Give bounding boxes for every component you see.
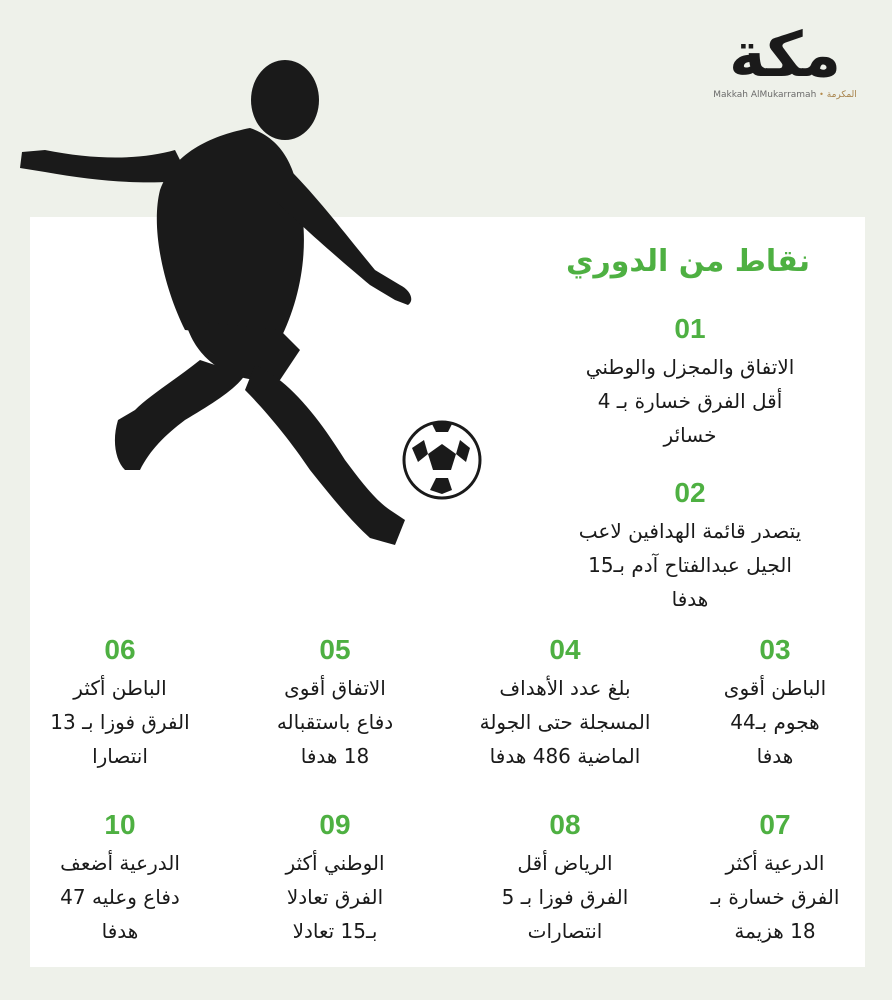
item-text: الرياض أقل الفرق فوزا بـ 5 انتصارات — [501, 851, 629, 943]
football-player-silhouette — [0, 0, 520, 580]
football-icon — [404, 421, 480, 498]
list-item — [35, 633, 205, 773]
item-text: الاتفاق أقوى دفاع باستقباله 18 هدفا — [276, 676, 394, 768]
page-title: نقاط من الدوري — [565, 244, 810, 279]
list-item — [465, 633, 665, 773]
item-text: الدرعية أضعف دفاع وعليه 47 هدفا — [60, 851, 180, 943]
logo-arabic: المكرمة — [826, 90, 857, 100]
logo-latin: Makkah AlMukarramah — [713, 90, 817, 100]
item-text: الباطن أقوى هجوم بـ44 هدفا — [723, 676, 827, 768]
item-number: 07 — [759, 809, 791, 840]
list-item — [540, 476, 840, 616]
item-number: 04 — [549, 634, 581, 665]
item-number: 02 — [674, 477, 706, 508]
makkah-logo — [700, 18, 870, 112]
item-text: بلغ عدد الأهداف المسجلة حتى الجولة الماضية 486 هدفا — [479, 676, 651, 768]
item-text: الاتفاق والمجزل والوطني أقل الفرق خسارة بـ 4 خسائر — [585, 355, 795, 447]
item-number: 08 — [549, 809, 581, 840]
item-number: 05 — [319, 634, 351, 665]
item-text: الدرعية أكثر الفرق خسارة بـ 18 هزيمة — [710, 851, 840, 943]
list-item — [250, 633, 420, 773]
item-text: الوطني أكثر الفرق تعادلا بـ15 تعادلا — [285, 851, 385, 943]
list-item — [555, 312, 825, 452]
item-number: 03 — [759, 634, 791, 665]
logo-mark: مكة — [728, 18, 842, 91]
list-item — [690, 808, 860, 948]
item-number: 10 — [104, 809, 136, 840]
item-number: 09 — [319, 809, 351, 840]
list-item — [250, 808, 420, 948]
list-item — [480, 808, 650, 948]
item-text: الباطن أكثر الفرق فوزا بـ 13 انتصارا — [50, 676, 190, 768]
list-item — [35, 808, 205, 948]
logo-subtitle: Makkah AlMukarramah • المكرمة — [713, 90, 857, 100]
list-item — [690, 633, 860, 773]
item-number: 06 — [104, 634, 136, 665]
item-text: يتصدر قائمة الهدافين لاعب الجيل عبدالفتاح آدم بـ15 هدفا — [578, 519, 802, 611]
item-number: 01 — [674, 313, 706, 344]
